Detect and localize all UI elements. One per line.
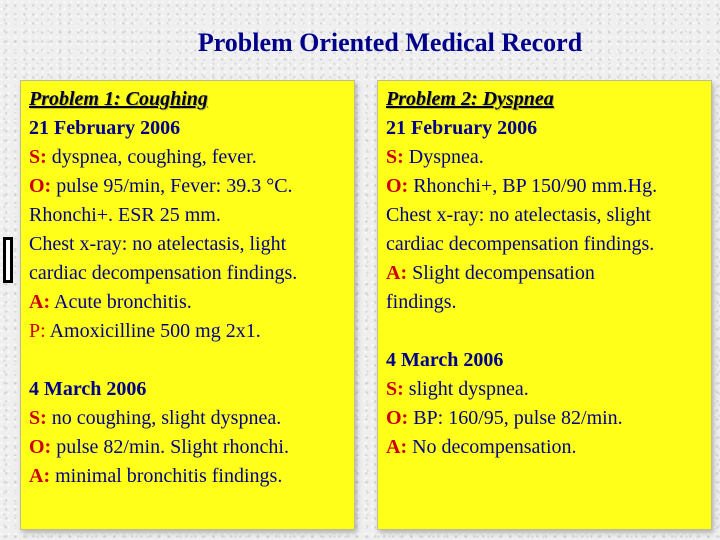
problem-2-assessment-2: A: No decompensation.: [386, 436, 577, 458]
problem-2-subjective-1: S: Dyspnea.: [386, 146, 484, 168]
problem-2-objective-2: O: BP: 160/95, pulse 82/min.: [386, 407, 623, 429]
problem-1-heading: Problem 1: Coughing: [29, 88, 208, 110]
problem-1-objective-2: O: pulse 82/min. Slight rhonchi.: [29, 436, 289, 458]
problem-1-plan-1: P: Amoxicilline 500 mg 2x1.: [29, 320, 261, 342]
problem-2-assessment-1b: findings.: [386, 291, 457, 313]
problem-2-subjective-2: S: slight dyspnea.: [386, 378, 529, 400]
problem-2-assessment-1: A: Slight decompensation: [386, 262, 595, 284]
problem-1-date-1: 21 February 2006: [29, 117, 181, 139]
problem-2-date-2: 4 March 2006: [386, 349, 504, 371]
problem-1-subjective-2: S: no coughing, slight dyspnea.: [29, 407, 282, 429]
problem-2-heading: Problem 2: Dyspnea: [386, 88, 554, 110]
problem-2-chest-xray-2: cardiac decompensation findings.: [386, 233, 655, 255]
problem-2-panel: [377, 80, 712, 530]
problem-1-subjective-1: S: dyspnea, coughing, fever.: [29, 146, 257, 168]
page-title: Problem Oriented Medical Record: [197, 28, 583, 57]
problem-2-date-1: 21 February 2006: [386, 117, 538, 139]
problem-2-objective-1: O: Rhonchi+, BP 150/90 mm.Hg.: [386, 175, 658, 197]
bracket-marker: [3, 237, 13, 283]
problem-1-assessment-2: A: minimal bronchitis findings.: [29, 465, 283, 487]
problem-1-panel: [20, 80, 355, 530]
problem-1-assessment-1: A: Acute bronchitis.: [29, 291, 192, 313]
problem-1-chest-xray-2: cardiac decompensation findings.: [29, 262, 298, 284]
problem-1-objective-1: O: pulse 95/min, Fever: 39.3 °C.: [29, 175, 293, 197]
problem-1-objective-1b: Rhonchi+. ESR 25 mm.: [29, 204, 221, 226]
problem-2-chest-xray-1: Chest x-ray: no atelectasis, slight: [386, 204, 651, 226]
problem-1-date-2: 4 March 2006: [29, 378, 147, 400]
problem-1-chest-xray-1: Chest x-ray: no atelectasis, light: [29, 233, 287, 255]
